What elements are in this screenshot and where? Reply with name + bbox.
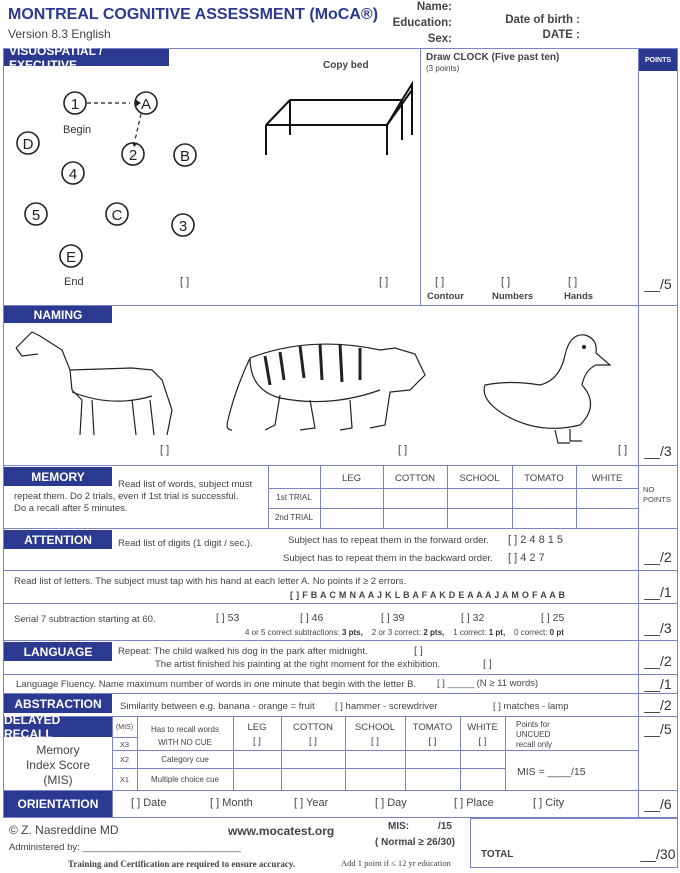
mis-title: Memory Index Score (MIS) — [25, 743, 91, 787]
delayed-recall-score[interactable]: __/5 — [644, 721, 672, 737]
visuospatial-header: VISUOSPATIAL / EXECUTIVE — [4, 49, 169, 66]
total-score[interactable]: __/30 — [640, 846, 676, 862]
numbers-label: Numbers — [492, 291, 534, 302]
trial-2-label: 2nd TRIAL — [274, 513, 314, 522]
attention-header: ATTENTION — [4, 530, 112, 549]
repeat-1-checkbox[interactable]: [ ] — [414, 645, 423, 657]
recall-word: COTTON — [293, 722, 333, 733]
orientation-day[interactable]: [ ] Day — [375, 797, 407, 809]
repeat-2-checkbox[interactable]: [ ] — [483, 658, 492, 670]
serial-item[interactable]: [ ] 25 — [541, 612, 565, 624]
repeat-sentence-1: Repeat: The child walked his dog in the park after midnight. — [118, 646, 368, 657]
copy-bed-label: Copy bed — [323, 60, 369, 71]
no-points-label: NO POINTS — [643, 485, 671, 504]
bed-checkbox[interactable]: [ ] — [379, 276, 389, 288]
normal-range: ( Normal ≥ 26/30) — [375, 837, 455, 848]
letters-instruction: Read list of letters. The subject must tap with his hand at each letter A. No points if ≥ 2 errors. — [14, 576, 407, 587]
forward-digits[interactable]: [ ] 2 4 8 1 5 — [508, 534, 564, 546]
education-note: Add 1 point if ≤ 12 yr education — [341, 858, 451, 868]
name-label: Name: — [416, 1, 452, 13]
horse-drawing — [12, 330, 182, 440]
serial-item[interactable]: [ ] 46 — [300, 612, 324, 624]
trail-checkbox[interactable]: [ ] — [180, 276, 190, 288]
svg-text:C: C — [111, 207, 123, 224]
svg-text:3: 3 — [178, 218, 188, 235]
date-label: DATE : — [542, 29, 580, 41]
memory-instruction-2: repeat them. Do 2 trials, even if 1st trial is successful. — [14, 491, 239, 502]
svg-text:A: A — [140, 96, 152, 113]
backward-instruction: Subject has to repeat them in the backward order. — [283, 553, 493, 564]
recall-word: WHITE — [467, 722, 498, 733]
duck-drawing — [470, 325, 620, 445]
footer-mis-value: /15 — [438, 821, 452, 832]
memory-instruction-1: Read list of words, subject must — [118, 479, 253, 490]
no-cue-label: Has to recall words — [150, 725, 220, 734]
recall-checkbox[interactable]: [ ] — [428, 736, 437, 747]
language-header: LANGUAGE — [4, 642, 112, 661]
serial-item[interactable]: [ ] 53 — [216, 612, 240, 624]
naming-header: NAMING — [4, 306, 112, 323]
digits-score[interactable]: __/2 — [644, 549, 672, 565]
horse-checkbox[interactable]: [ ] — [160, 444, 170, 456]
delayed-recall-header: DELAYED RECALL — [4, 717, 112, 737]
svg-text:B: B — [179, 148, 191, 165]
memory-word: LEG — [341, 473, 361, 484]
form-title: MONTREAL COGNITIVE ASSESSMENT (MoCA®) — [8, 6, 379, 23]
duck-checkbox[interactable]: [ ] — [618, 444, 628, 456]
dob-label: Date of birth : — [505, 14, 580, 26]
bed-drawing — [262, 80, 418, 160]
memory-instruction-3: Do a recall after 5 minutes. — [14, 503, 128, 514]
letters-score[interactable]: __/1 — [644, 584, 672, 600]
clock-points: (3 points) — [426, 64, 460, 73]
abstraction-instruction: Similarity between e.g. banana - orange = fruit — [120, 701, 315, 712]
backward-digits[interactable]: [ ] 4 2 7 — [508, 552, 545, 564]
abstraction-item-1[interactable]: [ ] hammer - screwdriver — [335, 701, 438, 712]
multiplier-x3: X3 — [119, 740, 130, 749]
mis-score[interactable]: MIS = ____/15 — [517, 766, 586, 778]
abstraction-header: ABSTRACTION — [4, 694, 112, 713]
administered-by[interactable]: Administered by: ______________________________ — [9, 842, 241, 853]
serial-rule: 4 or 5 correct subtractions: 3 pts, 2 or 3 correct: 2 pts, 1 correct: 1 pt, 0 correct: 0 pt — [245, 628, 564, 637]
svg-text:D: D — [22, 136, 34, 153]
memory-word: TOMATO — [524, 473, 564, 484]
education-label: Education: — [392, 17, 452, 29]
serial-score[interactable]: __/3 — [644, 620, 672, 636]
memory-header: MEMORY — [4, 467, 112, 486]
orientation-score[interactable]: __/6 — [644, 796, 672, 812]
orientation-month[interactable]: [ ] Month — [210, 797, 253, 809]
forward-instruction: Subject has to repeat them in the forward order. — [288, 535, 489, 546]
orientation-place[interactable]: [ ] Place — [454, 797, 494, 809]
footer-mis-label: MIS: — [388, 821, 410, 832]
clock-divider — [420, 48, 421, 305]
version-label: Version 8.3 English — [8, 27, 111, 41]
uncued-note: Points for UNCUED recall only — [516, 720, 553, 749]
clock-title: Draw CLOCK (Five past ten) — [426, 52, 560, 63]
orientation-header: ORIENTATION — [4, 791, 112, 817]
mis-label: (MIS) — [115, 724, 134, 731]
svg-text:4: 4 — [68, 166, 78, 183]
memory-word: SCHOOL — [459, 473, 500, 484]
points-header: POINTS — [639, 49, 677, 71]
multiplier-x1: X1 — [119, 775, 130, 784]
digits-instruction: Read list of digits (1 digit / sec.). — [118, 538, 253, 549]
training-note: Training and Certification are required to ensure accuracy. — [68, 859, 296, 869]
recall-checkbox[interactable]: [ ] — [371, 736, 379, 747]
recall-checkbox[interactable]: [ ] — [309, 736, 317, 747]
hands-label: Hands — [564, 291, 594, 302]
memory-word: COTTON — [395, 473, 435, 484]
multiple-choice-cue-label: Multiple choice cue — [150, 775, 220, 784]
total-label: TOTAL — [481, 849, 514, 860]
svg-text:5: 5 — [31, 207, 41, 224]
repeat-sentence-2: The artist finished his painting at the right moment for the exhibition. — [155, 659, 441, 670]
svg-text:E: E — [65, 249, 77, 266]
naming-score[interactable]: __/3 — [644, 443, 672, 459]
abstraction-item-2[interactable]: [ ] matches - lamp — [493, 701, 569, 712]
recall-checkbox[interactable]: [ ] — [478, 736, 487, 747]
trial-1-label: 1st TRIAL — [276, 493, 312, 502]
repeat-score[interactable]: __/2 — [644, 653, 672, 669]
svg-text:1: 1 — [70, 96, 80, 113]
recall-word: TOMATO — [412, 722, 453, 733]
orientation-date[interactable]: [ ] Date — [131, 797, 167, 809]
svg-text:2: 2 — [128, 147, 138, 164]
visuospatial-score[interactable]: __/5 — [644, 276, 672, 292]
begin-label: Begin — [63, 124, 92, 136]
recall-word: SCHOOL — [354, 722, 396, 733]
fluency-instruction: Language Fluency. Name maximum number of words in one minute that begin with the letter B. — [16, 679, 417, 690]
hands-checkbox[interactable]: [ ] — [568, 276, 578, 288]
orientation-city[interactable]: [ ] City — [533, 797, 565, 809]
multiplier-x2: X2 — [119, 755, 130, 764]
website-link[interactable]: www.mocatest.org — [228, 824, 335, 838]
fluency-answer[interactable]: [ ] _____ (N ≥ 11 words) — [437, 678, 539, 689]
abstraction-score[interactable]: __/2 — [644, 697, 672, 713]
trail-making-drawing — [0, 80, 240, 270]
contour-label: Contour — [427, 291, 464, 302]
copyright: © Z. Nasreddine MD — [9, 823, 119, 837]
end-label: End — [64, 276, 84, 288]
orientation-year[interactable]: [ ] Year — [294, 797, 329, 809]
category-cue-label: Category cue — [161, 755, 209, 764]
tiger-checkbox[interactable]: [ ] — [398, 444, 408, 456]
recall-checkbox[interactable]: [ ] — [253, 736, 261, 747]
contour-checkbox[interactable]: [ ] — [435, 276, 445, 288]
recall-word: LEG — [247, 722, 267, 733]
fluency-score[interactable]: __/1 — [644, 676, 672, 692]
memory-word: WHITE — [591, 473, 623, 484]
serial-item[interactable]: [ ] 39 — [381, 612, 405, 624]
numbers-checkbox[interactable]: [ ] — [501, 276, 511, 288]
sex-label: Sex: — [427, 33, 452, 45]
serial-instruction: Serial 7 subtraction starting at 60. — [14, 614, 156, 625]
letters-sequence[interactable]: [ ] F B A C M N A A J K L B A F A K D E A A A J A M O F A A B — [290, 590, 566, 600]
serial-item[interactable]: [ ] 32 — [461, 612, 485, 624]
tiger-drawing — [220, 330, 440, 440]
no-cue-label-2: WITH NO CUE — [158, 738, 212, 747]
